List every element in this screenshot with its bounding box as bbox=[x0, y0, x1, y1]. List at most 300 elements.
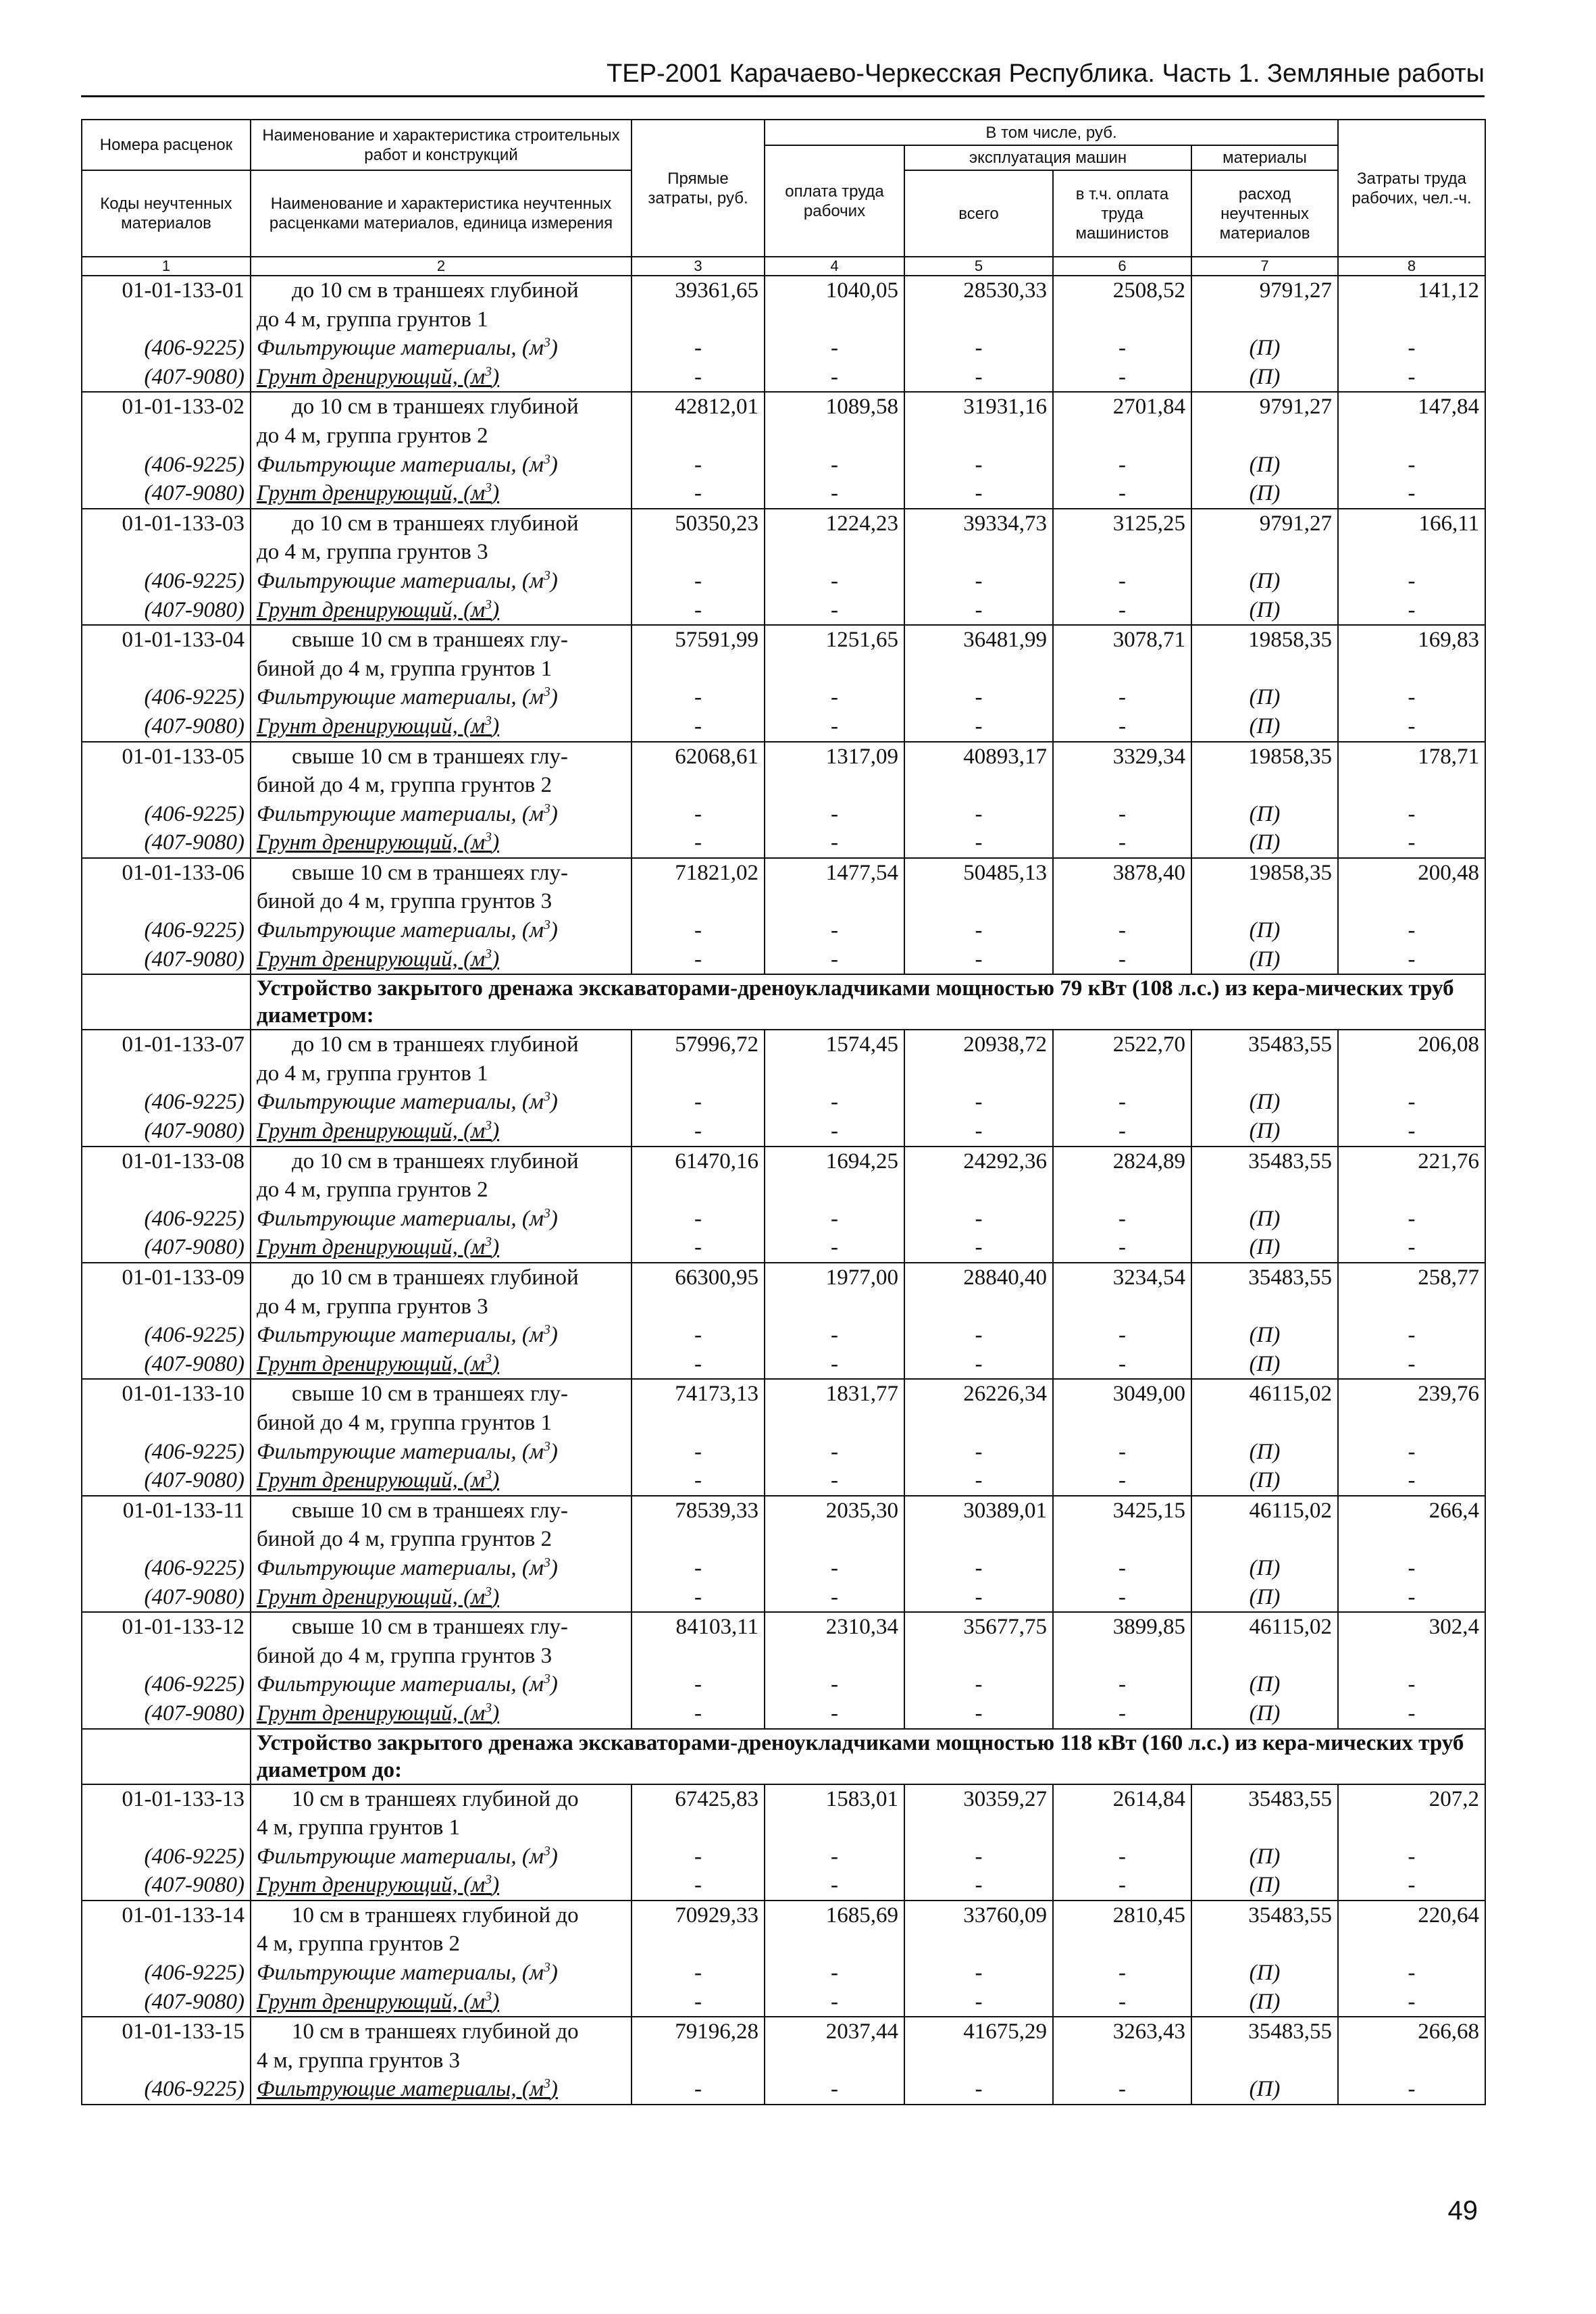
empty-value-dash: - bbox=[632, 1699, 765, 1729]
rate-row bbox=[82, 1030, 1485, 1059]
material-name-text bbox=[257, 453, 558, 477]
empty-value-dash: - bbox=[1338, 1842, 1485, 1871]
material-name-label: Грунт дренирующий, (м bbox=[257, 1351, 486, 1376]
material-name bbox=[251, 451, 632, 480]
material-name bbox=[251, 567, 632, 596]
empty-cell bbox=[1191, 655, 1338, 684]
unit-close: ) bbox=[492, 947, 500, 972]
empty-cell bbox=[82, 771, 251, 800]
material-name bbox=[251, 2075, 632, 2105]
empty-value-dash: - bbox=[632, 712, 765, 742]
empty-value-dash: - bbox=[904, 916, 1053, 945]
empty-value-dash: - bbox=[904, 1583, 1053, 1613]
empty-value-dash: - bbox=[904, 828, 1053, 858]
empty-cell bbox=[1338, 1176, 1485, 1205]
empty-cell bbox=[1338, 1059, 1485, 1088]
machine-operator-labor: 3125,25 bbox=[1053, 509, 1191, 538]
not-included-mark: (П) bbox=[1191, 1117, 1338, 1147]
empty-cell bbox=[904, 887, 1053, 916]
labor-cost: 1089,58 bbox=[765, 392, 904, 422]
material-code: (406-9225) bbox=[82, 1554, 251, 1583]
empty-value-dash: - bbox=[1053, 1117, 1191, 1147]
empty-cell bbox=[1053, 2046, 1191, 2076]
empty-value-dash: - bbox=[632, 1670, 765, 1699]
unit-close: ) bbox=[550, 918, 558, 943]
empty-value-dash: - bbox=[765, 567, 904, 596]
empty-value-dash: - bbox=[1338, 1554, 1485, 1583]
material-name bbox=[251, 1842, 632, 1871]
unit-power: 3 bbox=[485, 1234, 492, 1250]
material-name-text bbox=[257, 1207, 558, 1231]
not-included-mark: (П) bbox=[1191, 1842, 1338, 1871]
col1-header-bottom: Коды неучтенных материалов bbox=[82, 170, 251, 257]
empty-cell bbox=[632, 1642, 765, 1671]
direct-costs: 61470,16 bbox=[632, 1147, 765, 1176]
material-code: (407-9080) bbox=[82, 1117, 251, 1147]
empty-value-dash: - bbox=[904, 1321, 1053, 1350]
unit-power: 3 bbox=[543, 684, 550, 700]
rate-code: 01-01-133-12 bbox=[82, 1612, 251, 1642]
empty-cell bbox=[1053, 1176, 1191, 1205]
material-row bbox=[82, 800, 1485, 829]
empty-cell bbox=[1053, 771, 1191, 800]
empty-value-dash: - bbox=[1338, 1466, 1485, 1496]
unit-close: ) bbox=[550, 1844, 558, 1869]
material-code: (407-9080) bbox=[82, 1350, 251, 1380]
page-header bbox=[81, 59, 1485, 97]
machine-cost-total: 39334,73 bbox=[904, 509, 1053, 538]
empty-cell bbox=[904, 1813, 1053, 1842]
machine-operator-labor: 2614,84 bbox=[1053, 1784, 1191, 1814]
material-name-label: Грунт дренирующий, (м bbox=[257, 364, 486, 389]
material-code: (406-9225) bbox=[82, 1205, 251, 1234]
material-code: (407-9080) bbox=[82, 479, 251, 509]
empty-value-dash: - bbox=[1053, 451, 1191, 480]
section-heading-spacer bbox=[82, 974, 251, 1030]
materials-cost: 19858,35 bbox=[1191, 742, 1338, 772]
material-name bbox=[251, 1205, 632, 1234]
column-number: 7 bbox=[1191, 257, 1338, 276]
unit-close: ) bbox=[550, 1206, 558, 1231]
empty-value-dash: - bbox=[1338, 334, 1485, 363]
not-included-mark: (П) bbox=[1191, 451, 1338, 480]
rate-description-line2: биной до 4 м, группа грунтов 1 bbox=[251, 655, 632, 684]
empty-cell bbox=[904, 1930, 1053, 1959]
material-row bbox=[82, 945, 1485, 975]
material-code: (406-9225) bbox=[82, 2075, 251, 2105]
empty-cell bbox=[1338, 771, 1485, 800]
rate-row-continuation bbox=[82, 1813, 1485, 1842]
rate-row-continuation bbox=[82, 1642, 1485, 1671]
material-name bbox=[251, 1350, 632, 1380]
machine-operator-labor: 2810,45 bbox=[1053, 1901, 1191, 1930]
material-code: (407-9080) bbox=[82, 1871, 251, 1901]
table-body bbox=[82, 276, 1485, 2105]
empty-value-dash: - bbox=[632, 1466, 765, 1496]
material-name-text bbox=[257, 1672, 558, 1696]
column-number: 4 bbox=[765, 257, 904, 276]
machine-operator-labor: 3263,43 bbox=[1053, 2017, 1191, 2046]
material-name-text bbox=[257, 1468, 499, 1492]
empty-cell bbox=[1191, 422, 1338, 451]
material-row bbox=[82, 596, 1485, 626]
empty-cell bbox=[1053, 1813, 1191, 1842]
empty-value-dash: - bbox=[632, 567, 765, 596]
material-row bbox=[82, 1988, 1485, 2017]
rate-description-line1: до 10 см в траншеях глубиной bbox=[251, 276, 632, 305]
empty-value-dash: - bbox=[765, 1583, 904, 1613]
rate-row bbox=[82, 742, 1485, 772]
unit-power: 3 bbox=[543, 1322, 550, 1338]
unit-close: ) bbox=[492, 713, 500, 738]
material-name-text bbox=[257, 481, 499, 505]
empty-cell bbox=[765, 1930, 904, 1959]
not-included-mark: (П) bbox=[1191, 596, 1338, 626]
column-number: 5 bbox=[904, 257, 1053, 276]
rate-code: 01-01-133-04 bbox=[82, 625, 251, 655]
unit-power: 3 bbox=[485, 946, 492, 961]
unit-power: 3 bbox=[543, 568, 550, 583]
empty-value-dash: - bbox=[632, 828, 765, 858]
labor-cost: 1685,69 bbox=[765, 1901, 904, 1930]
section-heading: Устройство закрытого дренажа экскаваторами-дреноукладчиками мощностью 118 кВт (160 л.с.) из кера-мических труб диаметром до: bbox=[251, 1729, 1485, 1784]
group-header-materials: материалы bbox=[1191, 145, 1338, 170]
material-code: (407-9080) bbox=[82, 1699, 251, 1729]
machine-operator-labor: 2824,89 bbox=[1053, 1147, 1191, 1176]
empty-value-dash: - bbox=[765, 1988, 904, 2017]
material-name-text bbox=[257, 1873, 499, 1897]
empty-value-dash: - bbox=[1338, 712, 1485, 742]
empty-value-dash: - bbox=[1053, 567, 1191, 596]
empty-value-dash: - bbox=[904, 1438, 1053, 1467]
empty-value-dash: - bbox=[765, 800, 904, 829]
direct-costs: 57591,99 bbox=[632, 625, 765, 655]
empty-value-dash: - bbox=[632, 596, 765, 626]
empty-cell bbox=[82, 1176, 251, 1205]
empty-cell bbox=[1338, 1813, 1485, 1842]
empty-value-dash: - bbox=[904, 1205, 1053, 1234]
labor-hours: 302,4 bbox=[1338, 1612, 1485, 1642]
unit-power: 3 bbox=[543, 1555, 550, 1570]
material-name bbox=[251, 334, 632, 363]
material-code: (407-9080) bbox=[82, 596, 251, 626]
rate-row-continuation bbox=[82, 305, 1485, 334]
material-row bbox=[82, 1959, 1485, 1988]
labor-hours: 266,4 bbox=[1338, 1496, 1485, 1526]
empty-value-dash: - bbox=[632, 945, 765, 975]
empty-cell bbox=[765, 1059, 904, 1088]
machine-cost-total: 36481,99 bbox=[904, 625, 1053, 655]
empty-cell bbox=[632, 1176, 765, 1205]
empty-cell bbox=[82, 538, 251, 567]
unit-close: ) bbox=[550, 1090, 558, 1115]
unit-close: ) bbox=[550, 452, 558, 477]
empty-value-dash: - bbox=[904, 1959, 1053, 1988]
empty-cell bbox=[632, 1813, 765, 1842]
empty-cell bbox=[1053, 1409, 1191, 1438]
material-name-text bbox=[257, 1961, 558, 1985]
empty-cell bbox=[1191, 887, 1338, 916]
material-name bbox=[251, 800, 632, 829]
materials-cost: 9791,27 bbox=[1191, 392, 1338, 422]
direct-costs: 84103,11 bbox=[632, 1612, 765, 1642]
empty-value-dash: - bbox=[904, 1350, 1053, 1380]
empty-cell bbox=[765, 655, 904, 684]
section-heading: Устройство закрытого дренажа экскаваторами-дреноукладчиками мощностью 79 кВт (108 л.с.) из кера-мических труб диаметром: bbox=[251, 974, 1485, 1030]
empty-cell bbox=[765, 1642, 904, 1671]
rate-row-continuation bbox=[82, 1409, 1485, 1438]
material-row bbox=[82, 1466, 1485, 1496]
empty-value-dash: - bbox=[904, 2075, 1053, 2105]
material-name bbox=[251, 1699, 632, 1729]
material-row bbox=[82, 828, 1485, 858]
unit-close: ) bbox=[492, 597, 500, 622]
empty-value-dash: - bbox=[765, 828, 904, 858]
section-heading-row bbox=[82, 974, 1485, 1030]
rate-description-line2: до 4 м, группа грунтов 3 bbox=[251, 538, 632, 567]
empty-cell bbox=[765, 422, 904, 451]
direct-costs: 67425,83 bbox=[632, 1784, 765, 1814]
material-name-label: Фильтрующие материалы, (м bbox=[257, 1672, 544, 1697]
empty-value-dash: - bbox=[904, 1842, 1053, 1871]
material-name-label: Грунт дренирующий, (м bbox=[257, 1584, 486, 1609]
direct-costs: 78539,33 bbox=[632, 1496, 765, 1526]
empty-value-dash: - bbox=[765, 683, 904, 712]
empty-value-dash: - bbox=[1053, 1088, 1191, 1117]
rate-row bbox=[82, 1263, 1485, 1292]
rate-description-line2: биной до 4 м, группа грунтов 3 bbox=[251, 1642, 632, 1671]
empty-value-dash: - bbox=[904, 800, 1053, 829]
empty-cell bbox=[1191, 2046, 1338, 2076]
empty-value-dash: - bbox=[1338, 945, 1485, 975]
material-code: (407-9080) bbox=[82, 1988, 251, 2017]
empty-value-dash: - bbox=[904, 1988, 1053, 2017]
material-code: (406-9225) bbox=[82, 1959, 251, 1988]
empty-value-dash: - bbox=[904, 1088, 1053, 1117]
not-included-mark: (П) bbox=[1191, 363, 1338, 393]
empty-value-dash: - bbox=[632, 1583, 765, 1613]
material-code: (407-9080) bbox=[82, 712, 251, 742]
material-code: (407-9080) bbox=[82, 1466, 251, 1496]
labor-cost: 1694,25 bbox=[765, 1147, 904, 1176]
empty-cell bbox=[904, 771, 1053, 800]
material-name-label: Фильтрующие материалы, (м bbox=[257, 685, 544, 710]
not-included-mark: (П) bbox=[1191, 683, 1338, 712]
labor-hours: 169,83 bbox=[1338, 625, 1485, 655]
empty-cell bbox=[632, 887, 765, 916]
machine-operator-labor: 3234,54 bbox=[1053, 1263, 1191, 1292]
empty-cell bbox=[82, 1930, 251, 1959]
empty-value-dash: - bbox=[1053, 479, 1191, 509]
empty-value-dash: - bbox=[1053, 1205, 1191, 1234]
empty-value-dash: - bbox=[904, 451, 1053, 480]
labor-hours: 207,2 bbox=[1338, 1784, 1485, 1814]
labor-hours: 178,71 bbox=[1338, 742, 1485, 772]
unit-close: ) bbox=[492, 830, 500, 855]
labor-hours: 141,12 bbox=[1338, 276, 1485, 305]
unit-power: 3 bbox=[543, 801, 550, 816]
empty-cell bbox=[1338, 1409, 1485, 1438]
empty-cell bbox=[765, 1409, 904, 1438]
material-name-label: Фильтрующие материалы, (м bbox=[257, 452, 544, 477]
empty-cell bbox=[765, 887, 904, 916]
empty-value-dash: - bbox=[904, 363, 1053, 393]
empty-cell bbox=[1338, 1525, 1485, 1554]
material-code: (406-9225) bbox=[82, 1670, 251, 1699]
empty-cell bbox=[632, 538, 765, 567]
empty-cell bbox=[1191, 1525, 1338, 1554]
empty-value-dash: - bbox=[632, 2075, 765, 2105]
machine-operator-labor: 3329,34 bbox=[1053, 742, 1191, 772]
column-number: 3 bbox=[632, 257, 765, 276]
empty-value-dash: - bbox=[1053, 945, 1191, 975]
materials-cost: 19858,35 bbox=[1191, 858, 1338, 888]
unit-close: ) bbox=[492, 1873, 500, 1898]
not-included-mark: (П) bbox=[1191, 712, 1338, 742]
direct-costs: 70929,33 bbox=[632, 1901, 765, 1930]
empty-cell bbox=[82, 2046, 251, 2076]
material-name-text bbox=[257, 1844, 558, 1869]
empty-cell bbox=[632, 771, 765, 800]
empty-value-dash: - bbox=[1338, 916, 1485, 945]
empty-cell bbox=[1191, 305, 1338, 334]
rate-row-continuation bbox=[82, 1930, 1485, 1959]
empty-value-dash: - bbox=[765, 1438, 904, 1467]
empty-cell bbox=[1191, 1059, 1338, 1088]
material-name-label: Фильтрующие материалы, (м bbox=[257, 2077, 544, 2102]
material-row bbox=[82, 567, 1485, 596]
labor-hours: 147,84 bbox=[1338, 392, 1485, 422]
material-name-text bbox=[257, 714, 499, 738]
labor-hours: 221,76 bbox=[1338, 1147, 1485, 1176]
unit-close: ) bbox=[550, 1672, 558, 1697]
empty-cell bbox=[1191, 1930, 1338, 1959]
col2-header-bottom: Наименование и характеристика неучтенных расценками материалов, единица измерения bbox=[251, 170, 632, 257]
rate-row-continuation bbox=[82, 538, 1485, 567]
unit-close: ) bbox=[550, 1439, 558, 1464]
material-code: (406-9225) bbox=[82, 800, 251, 829]
empty-value-dash: - bbox=[904, 1117, 1053, 1147]
not-included-mark: (П) bbox=[1191, 1088, 1338, 1117]
empty-cell bbox=[765, 305, 904, 334]
rate-description-line1: 10 см в траншеях глубиной до bbox=[251, 1901, 632, 1930]
labor-cost: 1224,23 bbox=[765, 509, 904, 538]
materials-cost: 19858,35 bbox=[1191, 625, 1338, 655]
empty-cell bbox=[82, 1409, 251, 1438]
not-included-mark: (П) bbox=[1191, 916, 1338, 945]
empty-value-dash: - bbox=[765, 1350, 904, 1380]
empty-cell bbox=[82, 1642, 251, 1671]
direct-costs: 42812,01 bbox=[632, 392, 765, 422]
empty-value-dash: - bbox=[1053, 1699, 1191, 1729]
material-name bbox=[251, 1959, 632, 1988]
empty-cell bbox=[632, 1059, 765, 1088]
unit-power: 3 bbox=[485, 1988, 492, 2004]
empty-cell bbox=[82, 305, 251, 334]
material-name-label: Грунт дренирующий, (м bbox=[257, 1989, 486, 2014]
col7-header: расход неучтенных материалов bbox=[1191, 170, 1338, 257]
rate-row bbox=[82, 1612, 1485, 1642]
empty-value-dash: - bbox=[632, 1554, 765, 1583]
empty-cell bbox=[904, 1642, 1053, 1671]
rate-description-line2: до 4 м, группа грунтов 2 bbox=[251, 422, 632, 451]
empty-cell bbox=[632, 1525, 765, 1554]
rate-row bbox=[82, 1496, 1485, 1526]
labor-hours: 200,48 bbox=[1338, 858, 1485, 888]
empty-cell bbox=[82, 1292, 251, 1322]
rate-code: 01-01-133-01 bbox=[82, 276, 251, 305]
empty-value-dash: - bbox=[765, 1088, 904, 1117]
material-name-text bbox=[257, 918, 558, 942]
machine-cost-total: 33760,09 bbox=[904, 1901, 1053, 1930]
rate-code: 01-01-133-10 bbox=[82, 1379, 251, 1409]
rate-description-line2: до 4 м, группа грунтов 1 bbox=[251, 1059, 632, 1088]
unit-close: ) bbox=[492, 1235, 500, 1260]
material-row bbox=[82, 1205, 1485, 1234]
empty-value-dash: - bbox=[1053, 1466, 1191, 1496]
empty-value-dash: - bbox=[765, 1871, 904, 1901]
material-row bbox=[82, 1088, 1485, 1117]
empty-cell bbox=[1191, 1409, 1338, 1438]
empty-cell bbox=[1338, 538, 1485, 567]
rate-code: 01-01-133-08 bbox=[82, 1147, 251, 1176]
empty-cell bbox=[1053, 305, 1191, 334]
rate-code: 01-01-133-06 bbox=[82, 858, 251, 888]
unit-power: 3 bbox=[543, 1089, 550, 1105]
rate-code: 01-01-133-11 bbox=[82, 1496, 251, 1526]
unit-close: ) bbox=[492, 364, 500, 389]
empty-cell bbox=[1053, 1525, 1191, 1554]
not-included-mark: (П) bbox=[1191, 1583, 1338, 1613]
material-row bbox=[82, 712, 1485, 742]
empty-value-dash: - bbox=[632, 451, 765, 480]
empty-cell bbox=[1053, 1059, 1191, 1088]
empty-value-dash: - bbox=[1053, 1871, 1191, 1901]
empty-value-dash: - bbox=[765, 1554, 904, 1583]
material-code: (407-9080) bbox=[82, 945, 251, 975]
material-row bbox=[82, 1233, 1485, 1263]
material-name-text bbox=[257, 2077, 558, 2101]
empty-cell bbox=[904, 538, 1053, 567]
material-code: (406-9225) bbox=[82, 1842, 251, 1871]
rate-description-line2: до 4 м, группа грунтов 1 bbox=[251, 305, 632, 334]
labor-hours: 166,11 bbox=[1338, 509, 1485, 538]
rate-description-line1: свыше 10 см в траншеях глу- bbox=[251, 1612, 632, 1642]
material-name-label: Фильтрующие материалы, (м bbox=[257, 918, 544, 943]
unit-power: 3 bbox=[485, 830, 492, 845]
empty-value-dash: - bbox=[1338, 2075, 1485, 2105]
empty-cell bbox=[82, 655, 251, 684]
unit-power: 3 bbox=[485, 597, 492, 612]
empty-cell bbox=[632, 1409, 765, 1438]
material-name-label: Фильтрующие материалы, (м bbox=[257, 568, 544, 593]
rate-description-line1: до 10 см в траншеях глубиной bbox=[251, 392, 632, 422]
machine-cost-total: 41675,29 bbox=[904, 2017, 1053, 2046]
empty-value-dash: - bbox=[632, 1088, 765, 1117]
material-name-label: Грунт дренирующий, (м bbox=[257, 597, 486, 622]
empty-cell bbox=[1338, 305, 1485, 334]
material-row bbox=[82, 1842, 1485, 1871]
empty-value-dash: - bbox=[904, 1871, 1053, 1901]
empty-value-dash: - bbox=[765, 712, 904, 742]
materials-cost: 46115,02 bbox=[1191, 1496, 1338, 1526]
unit-close: ) bbox=[492, 1119, 500, 1144]
material-name-label: Фильтрующие материалы, (м bbox=[257, 1555, 544, 1580]
rate-code: 01-01-133-02 bbox=[82, 392, 251, 422]
material-name-label: Фильтрующие материалы, (м bbox=[257, 1961, 544, 1986]
empty-cell bbox=[1338, 422, 1485, 451]
empty-value-dash: - bbox=[632, 1842, 765, 1871]
